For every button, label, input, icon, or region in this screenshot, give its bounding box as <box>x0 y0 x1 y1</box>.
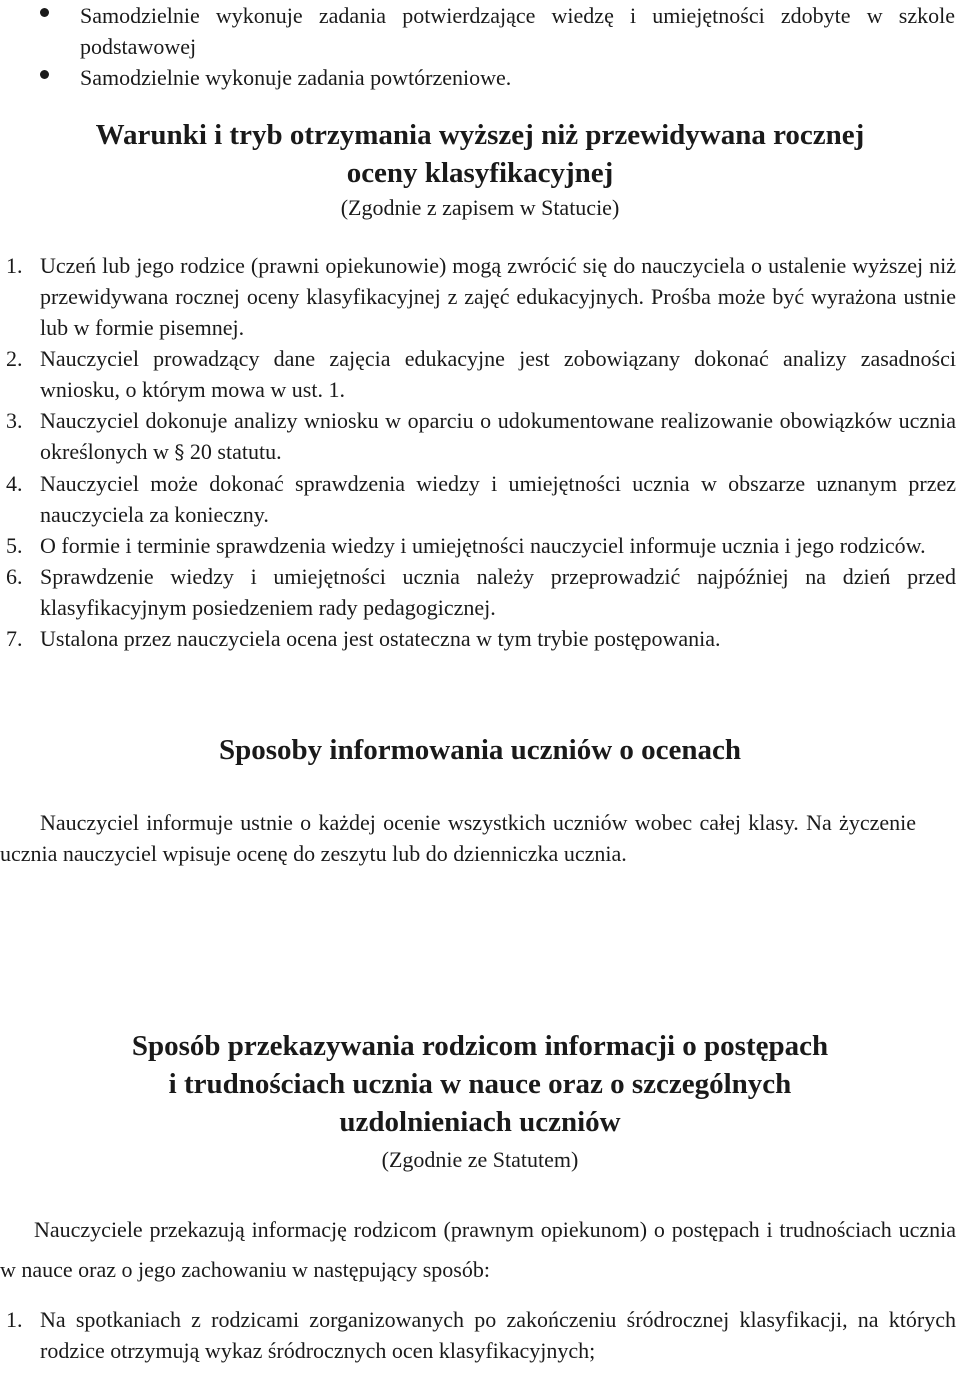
list-number: 6. <box>6 564 23 589</box>
list-text: Nauczyciel może dokonać sprawdzenia wiedzy i umiejętności ucznia w obszarze uznanym przez nauczyciela za konieczny. <box>40 471 956 527</box>
bullet-list <box>40 0 955 93</box>
section-subtitle-1: (Zgodnie z zapisem w Statucie) <box>340 195 620 220</box>
section-subtitle-3: (Zgodnie ze Statutem) <box>381 1147 579 1172</box>
bullet-icon <box>40 70 49 79</box>
list-item <box>6 405 956 468</box>
list-text: Nauczyciel dokonuje analizy wniosku w oparciu o udokumentowane realizowanie obowiązków ucznia określonych w <box>40 408 956 464</box>
bullet-text: Samodzielnie wykonuje zadania powtórzeniowe. <box>80 65 512 90</box>
list-text: Ustalona przez nauczyciela ocena jest ostateczna w tym trybie postępowania. <box>40 626 721 651</box>
bullet-item <box>40 62 955 93</box>
section-heading-1 <box>0 116 960 192</box>
list-number: 2. <box>6 346 23 371</box>
numbered-list-1 <box>6 250 956 654</box>
list-item <box>6 561 956 623</box>
list-text: 20 statutu. <box>189 439 282 464</box>
list-number: 7. <box>6 626 23 651</box>
bullet-text: Samodzielnie wykonuje zadania potwierdzające wiedzę i umiejętności zdobyte w szkole podstawowej <box>80 3 955 59</box>
list-text: O formie i terminie sprawdzenia wiedzy i umiejętności nauczyciel informuje ucznia i jego rodziców. <box>40 533 926 558</box>
bullet-item <box>40 0 955 62</box>
list-text: Sprawdzenie wiedzy i umiejętności ucznia należy przeprowadzić najpóźniej na dzień przed klasyfikacyjnym posiedzeniem rady pedagogicznej. <box>40 564 956 620</box>
list-number: 1. <box>6 1307 23 1332</box>
heading-line: Sposób przekazywania rodzicom informacji o postępach <box>131 1030 829 1062</box>
section-sign: § <box>174 440 185 464</box>
bullet-icon <box>40 8 49 17</box>
section-paragraph-3: Nauczyciele przekazują informację rodzicom (prawnym opiekunom) o postępach i trudnościach ucznia w nauce oraz o jego zachowaniu w następujący sposób: <box>0 1217 956 1282</box>
section-heading-3 <box>0 1027 960 1141</box>
list-number: 5. <box>6 533 23 558</box>
list-number: 1. <box>6 253 23 278</box>
heading-line: oceny klasyfikacyjnej <box>346 157 614 189</box>
list-item <box>6 250 956 343</box>
list-item <box>6 343 956 405</box>
list-text: Na spotkaniach z rodzicami zorganizowanych po zakończeniu śródrocznej klasyfikacji, na których rodzice otrzymują wykaz śródrocznych ocen klasyfikacyjnych; <box>40 1307 956 1363</box>
numbered-list-3 <box>6 1304 956 1366</box>
list-item <box>6 623 956 654</box>
section-paragraph-2: Nauczyciel informuje ustnie o każdej ocenie wszystkich uczniów wobec całej klasy. Na życzenie ucznia nauczyciel wpisuje ocenę do zeszytu lub do dzienniczka ucznia. <box>0 810 916 866</box>
list-number: 3. <box>6 408 23 433</box>
heading-line: Warunki i tryb otrzymania wyższej niż przewidywana rocznej <box>95 119 865 151</box>
list-item <box>6 530 956 561</box>
section-heading-2: Sposoby informowania uczniów o ocenach <box>218 734 742 766</box>
heading-line: i trudnościach ucznia w nauce oraz o szczególnych <box>168 1068 792 1100</box>
list-number: 4. <box>6 471 23 496</box>
list-text: Uczeń lub jego rodzice (prawni opiekunowie) mogą zwrócić się do nauczyciela o ustalenie wyższej niż przewidywana rocznej oceny klasyfikacyjnej z zajęć edukacyjnych. Prośba może być wyrażona ustnie lub w formie pisemnej. <box>40 253 956 340</box>
list-item <box>6 468 956 530</box>
list-text: Nauczyciel prowadzący dane zajęcia edukacyjne jest zobowiązany dokonać analizy zasadności wniosku, o którym mowa w ust. 1. <box>40 346 956 402</box>
heading-line: uzdolnieniach uczniów <box>339 1106 621 1138</box>
list-item <box>6 1304 956 1366</box>
